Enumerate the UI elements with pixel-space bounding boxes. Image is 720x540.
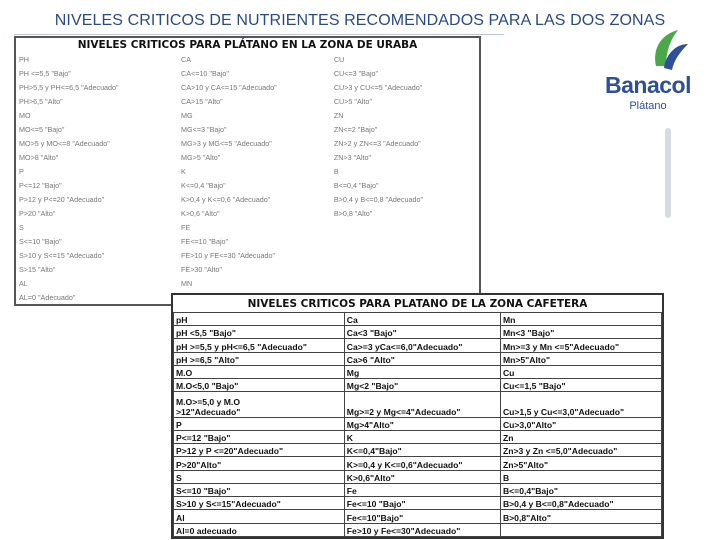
table-cell: P>12 y P <=20"Adecuado" <box>174 444 345 457</box>
table-row <box>16 150 479 164</box>
table-row <box>16 248 479 262</box>
table-cell: Fe<=10 "Bajo" <box>344 497 500 510</box>
table-cell: Mn>5"Alto" <box>500 352 661 365</box>
table-cell: B>0,8"Alto" <box>500 510 661 523</box>
table-row <box>16 108 479 122</box>
table-cell: Cu>3,0"Alto" <box>500 417 661 430</box>
table-cell <box>331 220 479 234</box>
table-cell: MO>8 "Alto" <box>19 152 59 162</box>
table-cell: K>0,4 y K<=0,6 "Adecuado" <box>181 194 271 204</box>
slide-title: NIVELES CRITICOS DE NUTRIENTES RECOMENDADOS PARA LAS DOS ZONAS <box>54 12 666 29</box>
table-cell: Al <box>174 510 345 523</box>
table-cell: Zn <box>500 430 661 443</box>
table-row <box>16 276 479 290</box>
table-cell: Cu<=1,5 "Bajo" <box>500 379 661 392</box>
table-cell: CU>3 y CU<=5 "Adecuado" <box>333 82 423 92</box>
table-cell: P>20"Alto" <box>174 457 345 470</box>
table-cell: S>10 y S<=15 "Adecuado" <box>19 250 105 260</box>
logo-subtitle: Plátano <box>629 100 667 112</box>
table-cell: M.O <box>174 365 345 378</box>
table-cell: Ca <box>344 313 500 326</box>
table-cell: P<=12 "Bajo" <box>174 430 345 443</box>
table-cell: K <box>181 166 186 176</box>
table-cell: S>15 "Alto" <box>19 264 56 274</box>
table-cell: PH>5,5 y PH<=6,5 "Adecuado" <box>19 82 119 92</box>
table-row <box>16 136 479 150</box>
table-cell: M.O<5,0 "Bajo" <box>174 379 345 392</box>
table-row <box>174 417 662 430</box>
table-cell <box>331 262 479 276</box>
table-row <box>174 523 662 536</box>
table-cell: MO <box>19 110 31 120</box>
table-cell: Ca<3 "Bajo" <box>344 326 500 339</box>
table-cell: ZN>2 y ZN<=3 "Adecuado" <box>333 138 421 148</box>
table-cell: B<=0,4"Bajo" <box>500 483 661 496</box>
table-cell: MO>5 y MO<=8 "Adecuado" <box>19 138 110 148</box>
table-cell: pH <5,5 "Bajo" <box>174 326 345 339</box>
table-row <box>16 262 479 276</box>
table-cell: MG <box>181 110 193 120</box>
table-cell: Fe>10 y Fe<=30"Adecuado" <box>344 523 500 536</box>
table-cell: Zn>5"Alto" <box>500 457 661 470</box>
table-row <box>174 483 662 496</box>
title-divider <box>14 34 504 35</box>
cafetera-table-header: NIVELES CRITICOS PARA PLATANO DE LA ZONA CAFETERA <box>247 297 588 310</box>
table-cell: B <box>333 166 339 176</box>
logo-wordmark: Banacol <box>605 72 691 98</box>
table-cell: P <box>174 417 345 430</box>
uraba-table-image <box>14 36 481 306</box>
table-cell: K>=0,4 y K<=0,6"Adecuado" <box>344 457 500 470</box>
table-cell: Zn>3 y Zn <=5,0"Adecuado" <box>500 444 661 457</box>
table-cell: Cu>1,5 y Cu<=3,0"Adecuado" <box>500 392 661 417</box>
table-cell: B>0,4 y B<=0,8"Adecuado" <box>500 497 661 510</box>
table-cell: MO<=5 "Bajo" <box>19 124 65 134</box>
table-cell: Mg>=2 y Mg<=4"Adecuado" <box>344 392 500 417</box>
table-row <box>174 444 662 457</box>
table-row <box>174 313 662 326</box>
table-cell: B<=0,4 "Bajo" <box>333 180 379 190</box>
table-cell: B>0,4 y B<=0,8 "Adecuado" <box>333 194 424 204</box>
table-row <box>174 365 662 378</box>
table-cell: FE <box>181 222 191 232</box>
table-row <box>16 52 479 66</box>
table-cell: MG>5 "Alto" <box>181 152 221 162</box>
table-cell: K>0,6"Alto" <box>344 470 500 483</box>
table-cell: PH <box>19 54 29 64</box>
table-cell: pH >=6,5 "Alto" <box>174 352 345 365</box>
table-cell: M.O>=5,0 y M.O >12"Adecuado" <box>174 392 345 417</box>
table-cell: P>20 "Alto" <box>19 208 56 218</box>
table-cell: AL=0 "Adecuado" <box>19 292 76 302</box>
table-cell <box>500 523 661 536</box>
table-row <box>174 339 662 352</box>
table-row <box>16 122 479 136</box>
table-cell: MG<=3 "Bajo" <box>181 124 227 134</box>
table-cell <box>331 234 479 248</box>
table-cell: Mg <box>344 365 500 378</box>
table-cell: Mg<2 "Bajo" <box>344 379 500 392</box>
table-cell: K<=0,4 "Bajo" <box>181 180 226 190</box>
table-cell: Fe <box>344 483 500 496</box>
table-cell: Ca>6 "Alto" <box>344 352 500 365</box>
table-cell: P<=12 "Bajo" <box>19 180 62 190</box>
table-row <box>16 220 479 234</box>
table-cell: pH >=5,5 y pH<=6,5 "Adecuado" <box>174 339 345 352</box>
table-cell: AL <box>19 278 28 288</box>
table-cell: FE>10 y FE<=30 "Adecuado" <box>181 250 276 260</box>
table-cell: ZN>3 "Alto" <box>333 152 372 162</box>
table-cell: CA <box>181 54 192 64</box>
table-row <box>174 457 662 470</box>
table-row <box>16 80 479 94</box>
table-cell: ZN<=2 "Bajo" <box>333 124 378 134</box>
table-cell: ZN <box>333 110 344 120</box>
table-row <box>174 430 662 443</box>
table-cell: B>0,8 "Alto" <box>333 208 373 218</box>
table-cell: Ca>=3 yCa<=6,0"Adecuado" <box>344 339 500 352</box>
table-cell: CA>15 "Alto" <box>181 96 223 106</box>
table-row <box>174 392 662 417</box>
table-cell: pH <box>174 313 345 326</box>
table-cell: S>10 y S<=15"Adecuado" <box>174 497 345 510</box>
table-cell: Mg>4"Alto" <box>344 417 500 430</box>
table-cell: K<=0,4"Bajo" <box>344 444 500 457</box>
table-row <box>16 66 479 80</box>
table-cell: FE<=10 "Bajo" <box>181 236 229 246</box>
table-row <box>16 178 479 192</box>
table-row <box>16 206 479 220</box>
table-cell: K>0,6 "Alto" <box>181 208 220 218</box>
table-row <box>174 470 662 483</box>
table-row <box>16 234 479 248</box>
uraba-table-header: NIVELES CRITICOS PARA PLÁTANO EN LA ZONA DE URABA <box>77 39 418 51</box>
table-cell: Mn<3 "Bajo" <box>500 326 661 339</box>
table-row <box>16 94 479 108</box>
table-row <box>174 326 662 339</box>
cafetera-table <box>173 295 662 537</box>
table-cell: CA>10 y CA<=15 "Adecuado" <box>181 82 277 92</box>
table-cell: MN <box>181 278 193 288</box>
cafetera-table-image <box>171 293 664 539</box>
table-cell: K <box>344 430 500 443</box>
table-cell: B <box>500 470 661 483</box>
table-cell: S <box>19 222 24 232</box>
table-cell: CU<=3 "Bajo" <box>333 68 379 78</box>
table-cell: Fe<=10"Bajo" <box>344 510 500 523</box>
table-cell: MG>3 y MG<=5 "Adecuado" <box>181 138 272 148</box>
table-cell: PH <=5,5 "Bajo" <box>19 68 71 78</box>
table-cell: CU <box>333 54 345 64</box>
table-cell: S<=10 "Bajo" <box>19 236 62 246</box>
table-row <box>174 379 662 392</box>
table-cell: S <box>174 470 345 483</box>
table-cell: P <box>19 166 24 176</box>
table-cell: Mn>=3 y Mn <=5"Adecuado" <box>500 339 661 352</box>
scrollbar-thumb[interactable] <box>665 128 671 218</box>
table-cell <box>331 276 479 290</box>
table-cell: FE>30 "Alto" <box>181 264 222 274</box>
table-cell: Mn <box>500 313 661 326</box>
table-row <box>16 164 479 178</box>
table-row <box>174 510 662 523</box>
table-cell: PH>6,5 "Alto" <box>19 96 63 106</box>
table-row <box>174 352 662 365</box>
table-cell: S<=10 "Bajo" <box>174 483 345 496</box>
table-cell: Cu <box>500 365 661 378</box>
table-cell: CA<=10 "Bajo" <box>181 68 229 78</box>
table-cell: Al=0 adecuado <box>174 523 345 536</box>
table-cell: P>12 y P<=20 "Adecuado" <box>19 194 105 204</box>
uraba-table <box>16 38 479 304</box>
table-row <box>174 497 662 510</box>
table-cell <box>331 248 479 262</box>
table-cell: CU>5 "Alto" <box>333 96 372 106</box>
table-row <box>16 192 479 206</box>
